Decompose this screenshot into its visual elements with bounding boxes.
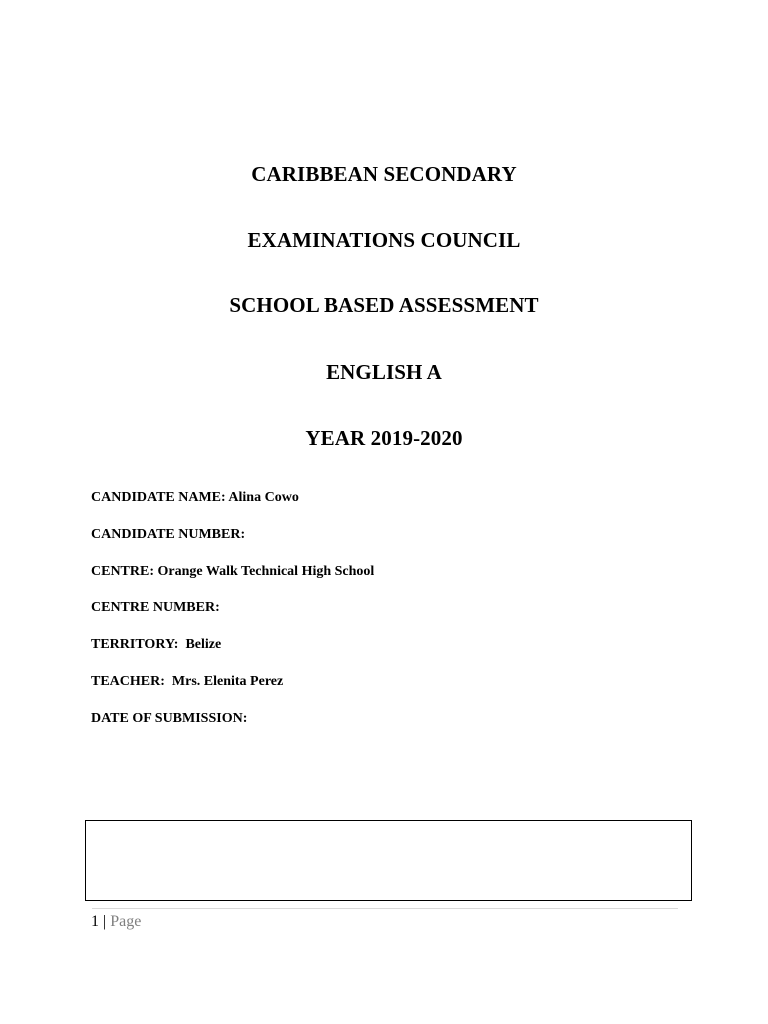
- date-of-submission-label: DATE OF SUBMISSION:: [91, 711, 248, 726]
- empty-text-box: [85, 820, 692, 901]
- field-teacher: [91, 673, 283, 691]
- candidate-name-value: Alina Cowo: [228, 490, 299, 505]
- centre-number-label: CENTRE NUMBER:: [91, 600, 220, 615]
- page-footer: [91, 912, 141, 932]
- field-territory: [91, 636, 221, 654]
- footer-separator: |: [99, 913, 111, 930]
- footer-divider: [92, 908, 678, 909]
- field-date-of-submission: [91, 710, 247, 728]
- teacher-value: Mrs. Elenita Perez: [171, 674, 284, 689]
- field-candidate-name: [91, 489, 299, 507]
- heading-assessment: SCHOOL BASED ASSESSMENT: [229, 293, 539, 317]
- field-candidate-number: [91, 526, 245, 544]
- heading-council-line2: EXAMINATIONS COUNCIL: [247, 228, 521, 252]
- candidate-number-label: CANDIDATE NUMBER:: [91, 527, 246, 542]
- field-centre: [91, 563, 374, 581]
- teacher-label: TEACHER:: [91, 674, 172, 689]
- heading-year: YEAR 2019-2020: [305, 426, 463, 450]
- territory-label: TERRITORY:: [91, 637, 186, 652]
- heading-subject: ENGLISH A: [326, 360, 442, 384]
- footer-page-label: Page: [110, 913, 142, 930]
- footer-page-number: 1: [91, 913, 99, 930]
- heading-council-line1: CARIBBEAN SECONDARY: [251, 162, 517, 186]
- candidate-name-label: CANDIDATE NAME:: [91, 490, 229, 505]
- territory-value: Belize: [185, 637, 222, 652]
- centre-label: CENTRE:: [91, 564, 158, 579]
- field-centre-number: [91, 599, 220, 617]
- centre-value: Orange Walk Technical High School: [157, 564, 375, 579]
